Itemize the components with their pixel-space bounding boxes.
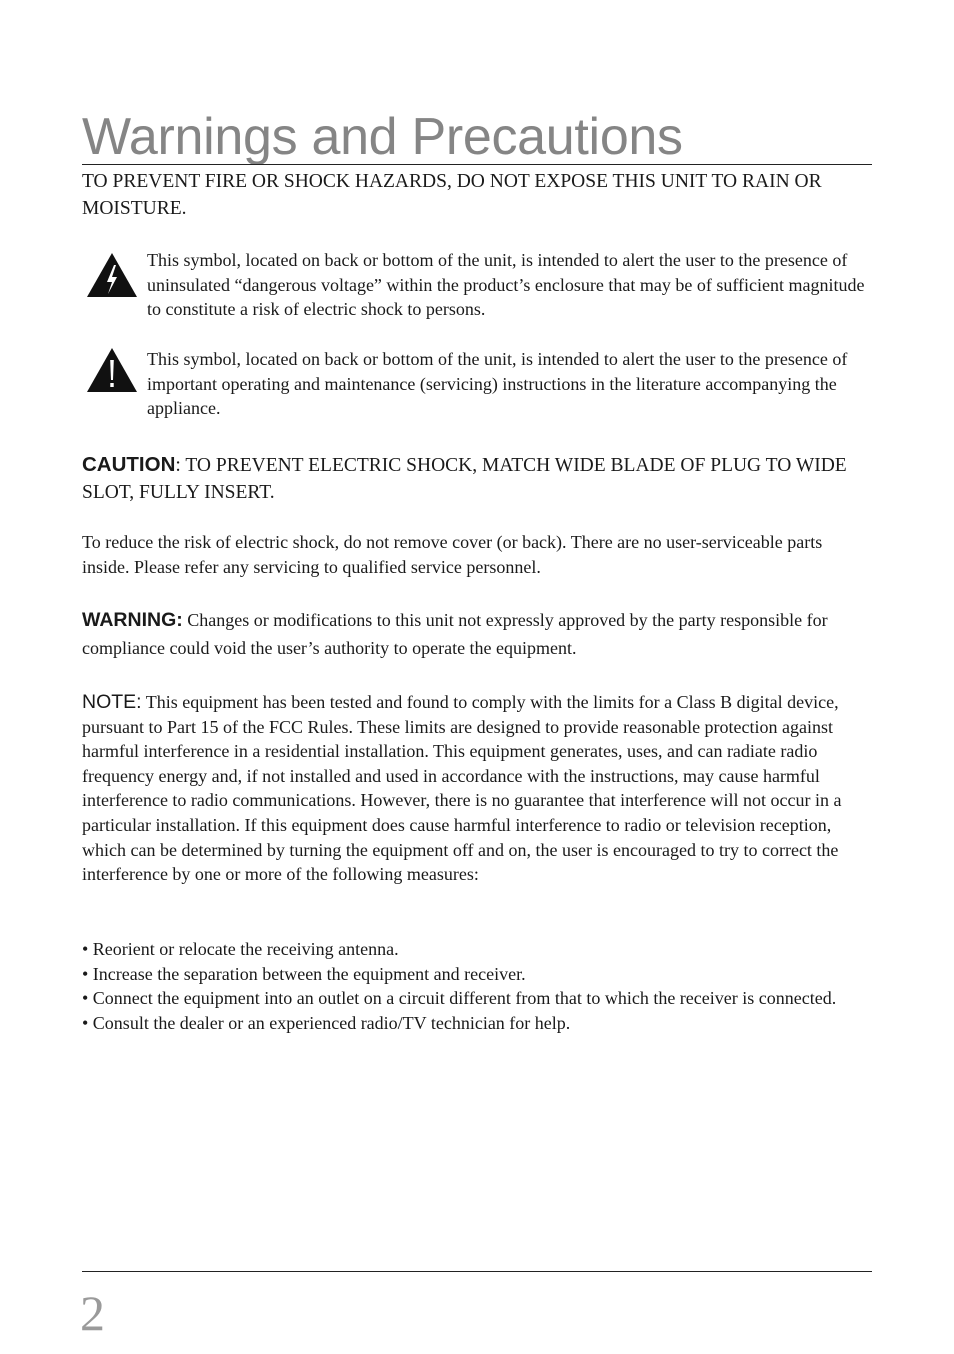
reduce-risk-paragraph: To reduce the risk of electric shock, do not remove cover (or back). There are no user-serviceable parts inside. Please refer any servicing to qualified service personnel. <box>82 532 823 577</box>
page-title: Warnings and Precautions <box>82 108 683 166</box>
note-text: This equipment has been tested and found to comply with the limits for a Class B digital device, pursuant to Part 15 of the FCC Rules. These limits are designed to provide reasonable protection against harmful interference in a residential installation. This equipment generates, uses, and can radiate radio frequency energy and, if not installed and used in accordance with the instructions, may cause harmful interference to radio communications. However, there is no guarantee that interference will not occur in a particular installation. If this equipment does cause harmful interference to radio or television reception, which can be determined by turning the equipment off and on, the user is encouraged to try to correct the interference by one or more of the following measures: <box>82 692 842 885</box>
symbol-description: This symbol, located on back or bottom of the unit, is intended to alert the user to the presence of important operating and maintenance (servicing) instructions in the literature accompanying the appliance. <box>147 349 848 419</box>
list-item: • Connect the equipment into an outlet on a circuit different from that to which the receiver is connected. <box>82 988 837 1009</box>
note-label: NOTE: <box>82 691 142 713</box>
list-item: • Consult the dealer or an experienced radio/TV technician for help. <box>82 1012 571 1033</box>
caution-label: CAUTION <box>82 453 176 476</box>
caution-text: : TO PREVENT ELECTRIC SHOCK, MATCH WIDE BLADE OF PLUG TO WIDE SLOT, FULLY INSERT. <box>82 455 847 503</box>
lightning-warning-triangle-icon <box>86 252 138 298</box>
footer-divider <box>82 1271 872 1272</box>
symbol-description: This symbol, located on back or bottom of the unit, is intended to alert the user to the presence of uninsulated “dangerous voltage” within the product’s enclosure that may be of sufficient magnitude to constitute a risk of electric shock to persons. <box>147 250 865 320</box>
page-number: 2 <box>80 1285 105 1341</box>
list-item: • Increase the separation between the equipment and receiver. <box>82 963 526 984</box>
title-divider <box>82 164 872 165</box>
note-paragraph <box>82 690 874 887</box>
caution-paragraph <box>82 451 874 506</box>
warning-paragraph <box>82 606 874 662</box>
exclamation-warning-triangle-icon <box>86 347 138 393</box>
warning-label: WARNING: <box>82 609 183 631</box>
list-item: • Reorient or relocate the receiving antenna. <box>82 939 399 959</box>
measures-list <box>82 937 874 1035</box>
hazard-notice: TO PREVENT FIRE OR SHOCK HAZARDS, DO NOT EXPOSE THIS UNIT TO RAIN OR MOISTURE. <box>82 171 822 219</box>
warning-text: Changes or modifications to this unit not expressly approved by the party responsible for compliance could void the user’s authority to operate the equipment. <box>82 610 828 658</box>
